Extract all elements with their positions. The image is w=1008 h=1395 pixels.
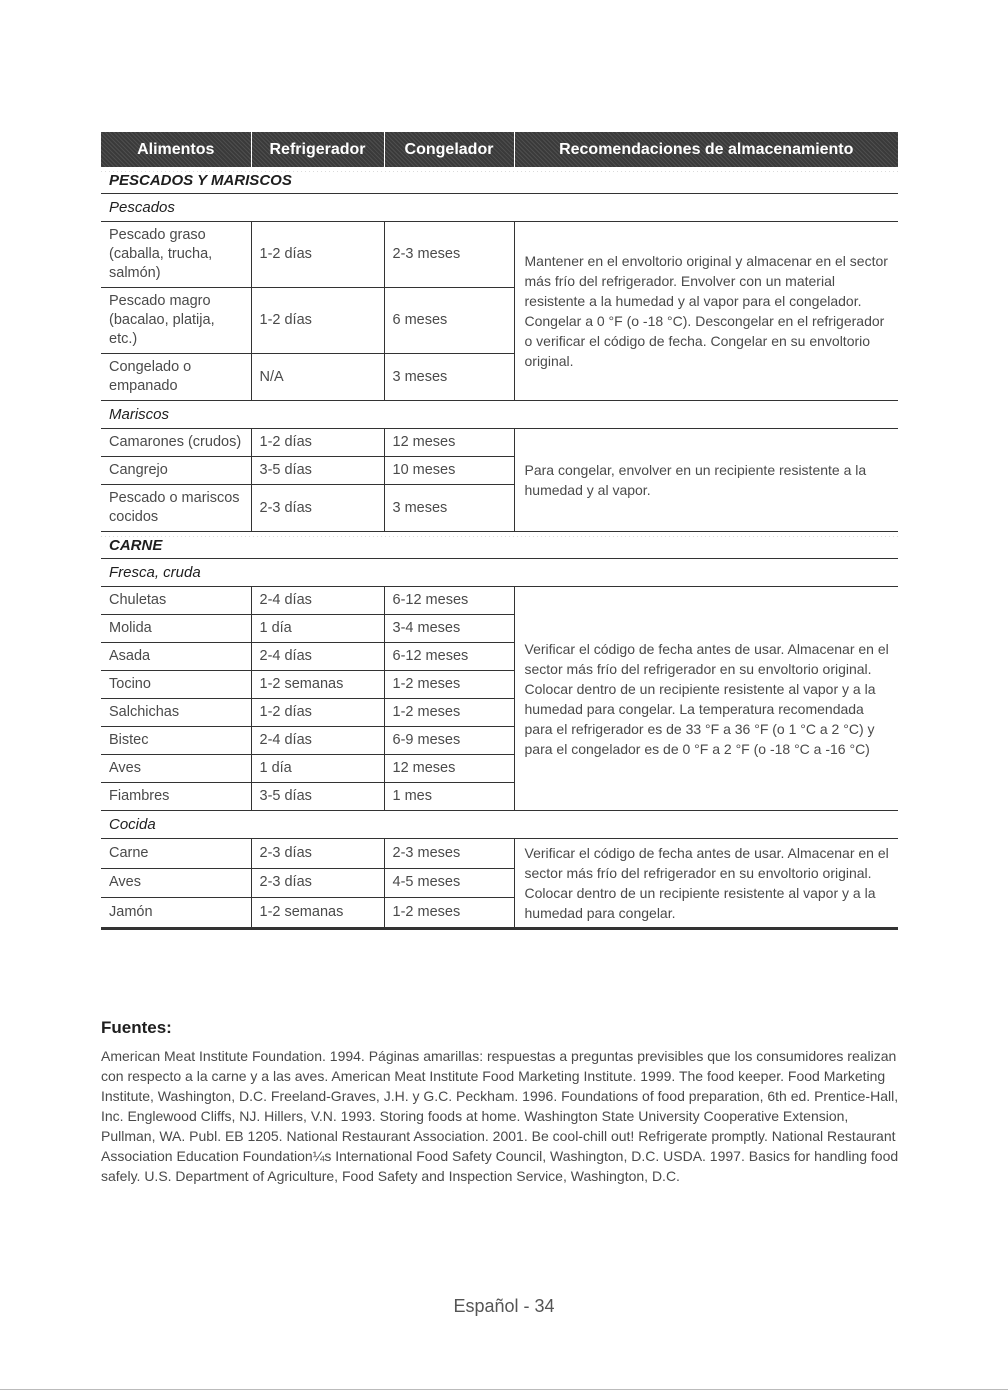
refrigerator-cell: N/A: [251, 354, 384, 401]
group-title: Fresca, cruda: [101, 559, 898, 587]
table-row: [101, 429, 898, 457]
freezer-cell: 6 meses: [384, 288, 514, 354]
table-header-row: [101, 132, 898, 167]
food-cell: Salchichas: [101, 699, 251, 727]
freezer-cell: 2-3 meses: [384, 222, 514, 288]
recommendation-cell: Verificar el código de fecha antes de usar. Almacenar en el sector más frío del refrigerador en su envoltorio original. Colocar dentro de un recipiente resistente al vapor y a la humedad para congelar.: [514, 839, 898, 929]
freezer-cell: 4-5 meses: [384, 868, 514, 898]
food-cell: Aves: [101, 868, 251, 898]
header-foods: Alimentos: [101, 132, 251, 167]
group-row: [101, 559, 898, 587]
freezer-cell: 1-2 meses: [384, 898, 514, 929]
page-bottom-divider: [0, 1389, 1008, 1390]
refrigerator-cell: 3-5 días: [251, 457, 384, 485]
refrigerator-cell: 2-4 días: [251, 727, 384, 755]
recommendation-cell: Verificar el código de fecha antes de usar. Almacenar en el sector más frío del refrigerador en su envoltorio original. Colocar dentro de un recipiente resistente al vapor y a la humedad para congelar. La temperatura recomendada para el refrigerador es de 33 °F a 36 °F (o 1 °C a 2 °C) y para el congelador es de 0 °F a 2 °F (o -18 °C a -16 °C): [514, 587, 898, 811]
food-cell: Cangrejo: [101, 457, 251, 485]
group-row: [101, 401, 898, 429]
freezer-cell: 3 meses: [384, 485, 514, 532]
food-cell: Fiambres: [101, 783, 251, 811]
food-cell: Tocino: [101, 671, 251, 699]
sources-title: Fuentes:: [101, 1018, 172, 1037]
group-title: Cocida: [101, 811, 898, 839]
group-title: Mariscos: [101, 401, 898, 429]
refrigerator-cell: 1 día: [251, 615, 384, 643]
table-body: [101, 167, 898, 929]
food-cell: Pescado graso (caballa, trucha, salmón): [101, 222, 251, 288]
header-freezer: Congelador: [384, 132, 514, 167]
recommendation-cell: Mantener en el envoltorio original y almacenar en el sector más frío del refrigerador. Envolver con un material resistente a la humedad y al vapor para el congelador. Congelar a 0 °F (o -18 °C). Descongelar en el refrigerador o verificar el código de fecha. Congelar en su envoltorio original.: [514, 222, 898, 401]
refrigerator-cell: 1 día: [251, 755, 384, 783]
freezer-cell: 3-4 meses: [384, 615, 514, 643]
page-number: Español - 34: [453, 1296, 555, 1316]
group-title: Pescados: [101, 194, 898, 222]
section-title: PESCADOS Y MARISCOS: [109, 172, 298, 189]
header-recommendations: Recomendaciones de almacenamiento: [514, 132, 898, 167]
section-row: [101, 532, 898, 559]
freezer-cell: 1-2 meses: [384, 699, 514, 727]
section-title: CARNE: [109, 537, 168, 554]
food-cell: Asada: [101, 643, 251, 671]
refrigerator-cell: 2-4 días: [251, 643, 384, 671]
refrigerator-cell: 2-3 días: [251, 485, 384, 532]
refrigerator-cell: 3-5 días: [251, 783, 384, 811]
food-cell: Jamón: [101, 898, 251, 929]
group-row: [101, 194, 898, 222]
freezer-cell: 1 mes: [384, 783, 514, 811]
food-storage-table: [101, 132, 898, 930]
sources-text: American Meat Institute Foundation. 1994. Páginas amarillas: respuestas a preguntas previsibles que los consumidores realizan con respecto a la carne y a las aves. American Meat Institute Food Marketing Institute. 1999. The food keeper. Food Marketing Institute, Washington, D.C. Freeland-Graves, J.H. y G.C. Peckham. 1996. Foundations of food preparation, 6th ed. Prentice-Hall, Inc. Englewood Cliffs, NJ. Hillers, V.N. 1993. Storing foods at home. Washington State University Cooperative Extension, Pullman, WA. Publ. EB 1205. National Restaurant Association. 2001. Be cool-chill out! Refrigerate promptly. National Restaurant Association Education Foundation¼s International Food Safety Council, Washington, D.C. USDA. 1997. Basics for handling food safely. U.S. Department of Agriculture, Food Safety and Inspection Service, Washington, D.C.: [101, 1048, 899, 1184]
refrigerator-cell: 1-2 días: [251, 699, 384, 727]
refrigerator-cell: 1-2 días: [251, 222, 384, 288]
freezer-cell: 6-12 meses: [384, 643, 514, 671]
food-cell: Pescado o mariscos cocidos: [101, 485, 251, 532]
table-row: [101, 587, 898, 615]
recommendation-cell: Para congelar, envolver en un recipiente resistente a la humedad y al vapor.: [514, 429, 898, 532]
refrigerator-cell: 2-3 días: [251, 839, 384, 869]
food-cell: Carne: [101, 839, 251, 869]
freezer-cell: 6-12 meses: [384, 587, 514, 615]
freezer-cell: 1-2 meses: [384, 671, 514, 699]
refrigerator-cell: 1-2 días: [251, 288, 384, 354]
section-row: [101, 167, 898, 194]
food-cell: Molida: [101, 615, 251, 643]
header-refrigerator: Refrigerador: [251, 132, 384, 167]
table-row: [101, 839, 898, 869]
food-cell: Pescado magro (bacalao, platija, etc.): [101, 288, 251, 354]
food-cell: Bistec: [101, 727, 251, 755]
refrigerator-cell: 1-2 días: [251, 429, 384, 457]
table-row: [101, 222, 898, 288]
freezer-cell: 6-9 meses: [384, 727, 514, 755]
food-cell: Chuletas: [101, 587, 251, 615]
refrigerator-cell: 1-2 semanas: [251, 898, 384, 929]
storage-table-container: [101, 132, 898, 930]
freezer-cell: 3 meses: [384, 354, 514, 401]
sources-section: [101, 1018, 901, 1186]
freezer-cell: 12 meses: [384, 755, 514, 783]
refrigerator-cell: 2-3 días: [251, 868, 384, 898]
food-cell: Aves: [101, 755, 251, 783]
freezer-cell: 10 meses: [384, 457, 514, 485]
food-cell: Camarones (crudos): [101, 429, 251, 457]
group-row: [101, 811, 898, 839]
freezer-cell: 12 meses: [384, 429, 514, 457]
freezer-cell: 2-3 meses: [384, 839, 514, 869]
refrigerator-cell: 2-4 días: [251, 587, 384, 615]
food-cell: Congelado o empanado: [101, 354, 251, 401]
refrigerator-cell: 1-2 semanas: [251, 671, 384, 699]
